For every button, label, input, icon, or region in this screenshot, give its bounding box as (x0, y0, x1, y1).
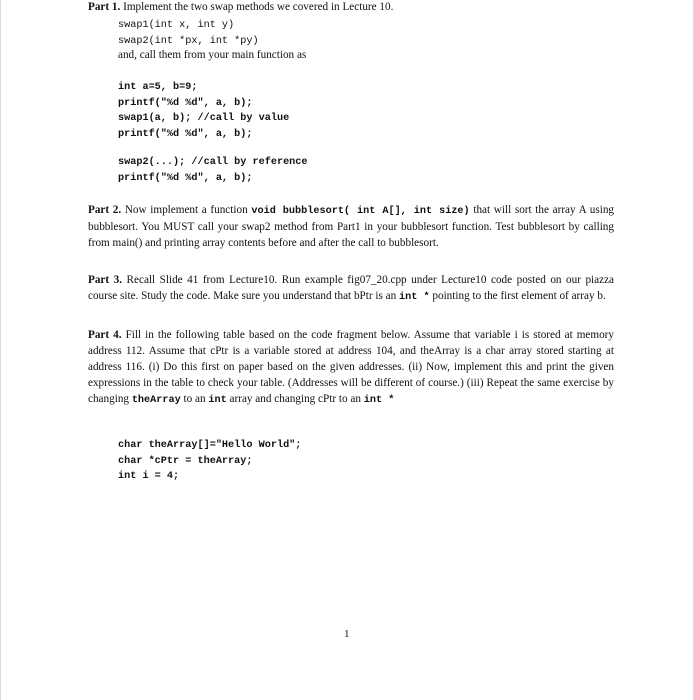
code-line: char *cPtr = theArray; (118, 455, 253, 467)
page-number: 1 (344, 628, 350, 640)
part4-text-and: array and changing cPtr to an (229, 392, 361, 405)
bubblesort-signature: void bubblesort( int A[], int size) (251, 206, 470, 217)
part3-paragraph (88, 273, 614, 306)
part4-text-main: Fill in the following table based on the code fragment below. Assume that variable i is stored at memory address 112. Assume that cPtr is a variable stored at address 104, and theArray is a char array stored starting at address 116. (i) Do this first on paper based on the given addresses. (ii) Now, implement this and print the given expressions in the table to check your table. (Addresses will be different of course.) (iii) Repeat the same exercise by changing (88, 329, 614, 405)
part1-call-text: and, call them from your main function as (118, 49, 307, 61)
part2-text-before: Now implement a function (124, 204, 248, 216)
part2-text-rest: array A using bubblesort. You MUST call your swap2 method from Part1 in your bubblesort function. Test bubblesort by calling from main() and printing array contents before and after the call to bubblesort. (88, 204, 615, 249)
code-line: printf("%d %d", a, b); (118, 128, 253, 140)
part1-heading-line (88, 0, 614, 16)
part1-intro: Implement the two swap methods we covered in Lecture 10. (123, 1, 394, 13)
int-pointer-type: int * (399, 291, 430, 303)
code-block-2 (118, 155, 308, 186)
code-line: int a=5, b=9; (118, 82, 198, 93)
part3-text-before: Recall Slide 41 from Lecture10. Run example fig07_20.cpp under Lecture10 code posted on our piazza course site. Study the code. Make sure you understand that bPtr is an (88, 274, 615, 302)
part2-label: Part 2. (88, 204, 122, 216)
int-code: int (208, 394, 227, 406)
part1-signatures (118, 18, 259, 49)
the-array-code: theArray (131, 394, 181, 406)
code-line: int i = 4; (118, 471, 180, 482)
code-line: char theArray[]="Hello World"; (118, 440, 302, 451)
part2-text-after: that will sort the (473, 204, 549, 216)
part3-text-after: pointing to the first element of array b. (432, 289, 606, 302)
part1-label: Part 1. (88, 1, 121, 13)
swap1-signature: swap1(int x, int y) (118, 20, 235, 31)
code-block-3 (118, 438, 301, 485)
int-pointer-code: int * (363, 394, 395, 406)
code-line: printf("%d %d", a, b); (118, 172, 253, 184)
code-line: printf("%d %d", a, b); (118, 97, 253, 109)
part4-text-to: to an (183, 392, 206, 405)
code-block-1 (118, 80, 289, 142)
part2-paragraph (88, 203, 614, 252)
part4-paragraph (88, 328, 614, 409)
code-line: swap1(a, b); //call by value (118, 113, 290, 124)
part4-label: Part 4. (88, 329, 122, 341)
code-line: swap2(...); //call by reference (118, 157, 308, 168)
swap2-signature: swap2(int *px, int *py) (118, 35, 259, 47)
part3-label: Part 3. (88, 274, 123, 286)
